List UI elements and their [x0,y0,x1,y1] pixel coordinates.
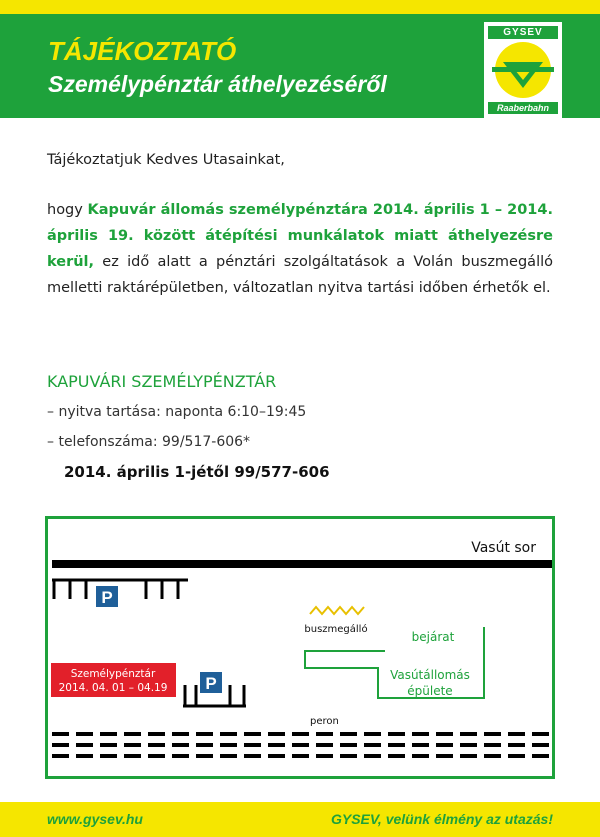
para-start: hogy [47,202,88,218]
phone-number: – telefonszáma: 99/517-606* [47,434,251,450]
page-subtitle: Személypénztár áthelyezéséről [48,71,387,97]
parking-label: P [205,674,217,693]
street-label: Vasút sor [471,540,536,556]
platform-label: peron [310,716,339,727]
greeting: Tájékoztatjuk Kedves Utasainkat, [47,152,285,168]
station-label-2: épülete [407,684,453,698]
ticket-office-dates: 2014. 04. 01 – 04.19 [58,682,168,694]
entrance-label: bejárat [411,630,455,644]
station-building-outline [305,627,484,698]
footer-website-link[interactable]: www.gysev.hu [47,811,143,827]
map-drawing [48,519,552,776]
section-title: KAPUVÁRI SZEMÉLYPÉNZTÁR [47,372,277,391]
page-title: TÁJÉKOZTATÓ [48,36,237,66]
new-phone-number: 2014. április 1-jétől 99/577-606 [64,463,330,481]
footer-slogan: GYSEV, velünk élmény az utazás! [330,811,553,827]
notice-paragraph [47,197,553,301]
gysev-emblem-icon [488,40,558,100]
logo-bottom-text: Raaberbahn [488,102,558,114]
logo-top-text: GYSEV [488,26,558,39]
opening-hours: – nyitva tartása: naponta 6:10–19:45 [47,404,307,420]
para-end: ez idő alatt a pénztári szolgáltatások a Volán buszmegálló melletti raktárépületben, változatlan nyitva tartási időben érhetők el. [47,254,553,296]
ticket-office-label: Személypénztár [70,668,156,680]
bus-stop-label: buszmegálló [304,624,368,635]
street-line [52,560,552,568]
para-highlight: Kapuvár állomás személypénztára 2014. április 1 – 2014. április 19. között átépítési munkálatok miatt áthelyezésre kerül, [47,202,553,270]
parking-label: P [101,588,113,607]
bus-stop-icon [310,607,364,614]
gysev-logo [484,22,562,118]
station-label: Vasútállomás [390,668,470,682]
top-yellow-strip [0,0,600,14]
location-map [45,516,555,779]
footer [0,802,600,837]
upper-parking [52,580,188,599]
